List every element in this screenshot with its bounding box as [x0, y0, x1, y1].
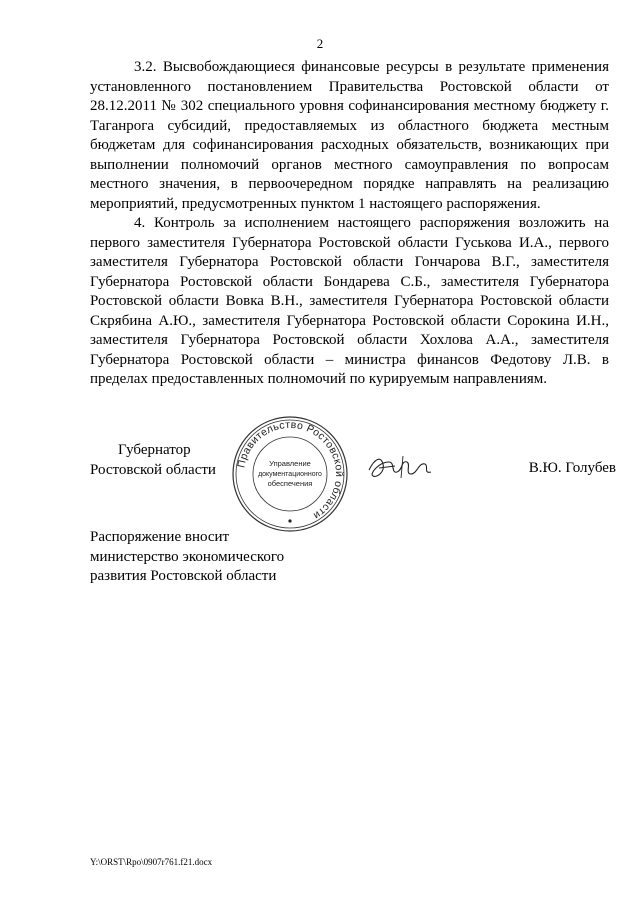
signer-position-line1: Губернатор	[118, 442, 191, 458]
signature-block	[90, 418, 620, 540]
page-number: 2	[316, 36, 324, 51]
footer-file-path: Y:\ORST\Rpo\0907r761.f21.docx	[90, 857, 213, 867]
seal-inner-line2: документационного	[258, 471, 322, 478]
seal-outer-text: Правительство Ростовской области	[235, 418, 346, 522]
signer-name: В.Ю. Голубев	[528, 460, 616, 476]
introduced-by-line3: развития Ростовской области	[90, 568, 277, 584]
official-seal	[230, 414, 350, 534]
signer-position	[90, 440, 216, 480]
seal-inner-line1: Управление	[269, 459, 311, 468]
seal-inner-line3: обеспечения	[267, 479, 313, 488]
introduced-by	[90, 528, 284, 587]
introduced-by-line2: министерство экономического	[90, 548, 285, 565]
handwritten-signature	[365, 448, 435, 488]
paragraph-4: 4. Контроль за исполнением настоящего распоряжения возложить на первого заместителя Губернатора Ростовской области Гуськова И.А., первого заместителя Губернатора Ростовской области Гончарова В.Г., заместителя Губернатора Ростовской области Бондарева С.Б., заместителя Губернатора Ростовской области Вовка В.Н., заместителя Губернатора Ростовской области Скрябина А.Ю., заместителя Губернатора Ростовской области Сорокина И.Н., заместителя Губернатора Ростовской области Хохлова А.А., заместителя Губернатора Ростовской области – министра финансов Федотову Л.В. в пределах предоставленных полномочий по курируемым направлениям.	[90, 215, 609, 387]
signer-position-line2: Ростовской области	[90, 462, 216, 478]
document-body	[90, 58, 609, 390]
introduced-by-line1: Распоряжение вносит	[90, 529, 230, 545]
paragraph-3-2: 3.2. Высвобождающиеся финансовые ресурсы в результате применения установленного постановлением Правительства Ростовской области от 28.12.2011 № 302 специального уровня софинансирования местному бюджету г. Таганрога субсидий, предоставляемых из областного бюджета местным бюджетам для софинансирования расходных обязательств, возникающих при выполнении полномочий органов местного самоуправления по вопросам местного значения, в первоочередном порядке направлять на реализацию мероприятий, предусмотренных пунктом 1 настоящего распоряжения.	[90, 59, 609, 212]
